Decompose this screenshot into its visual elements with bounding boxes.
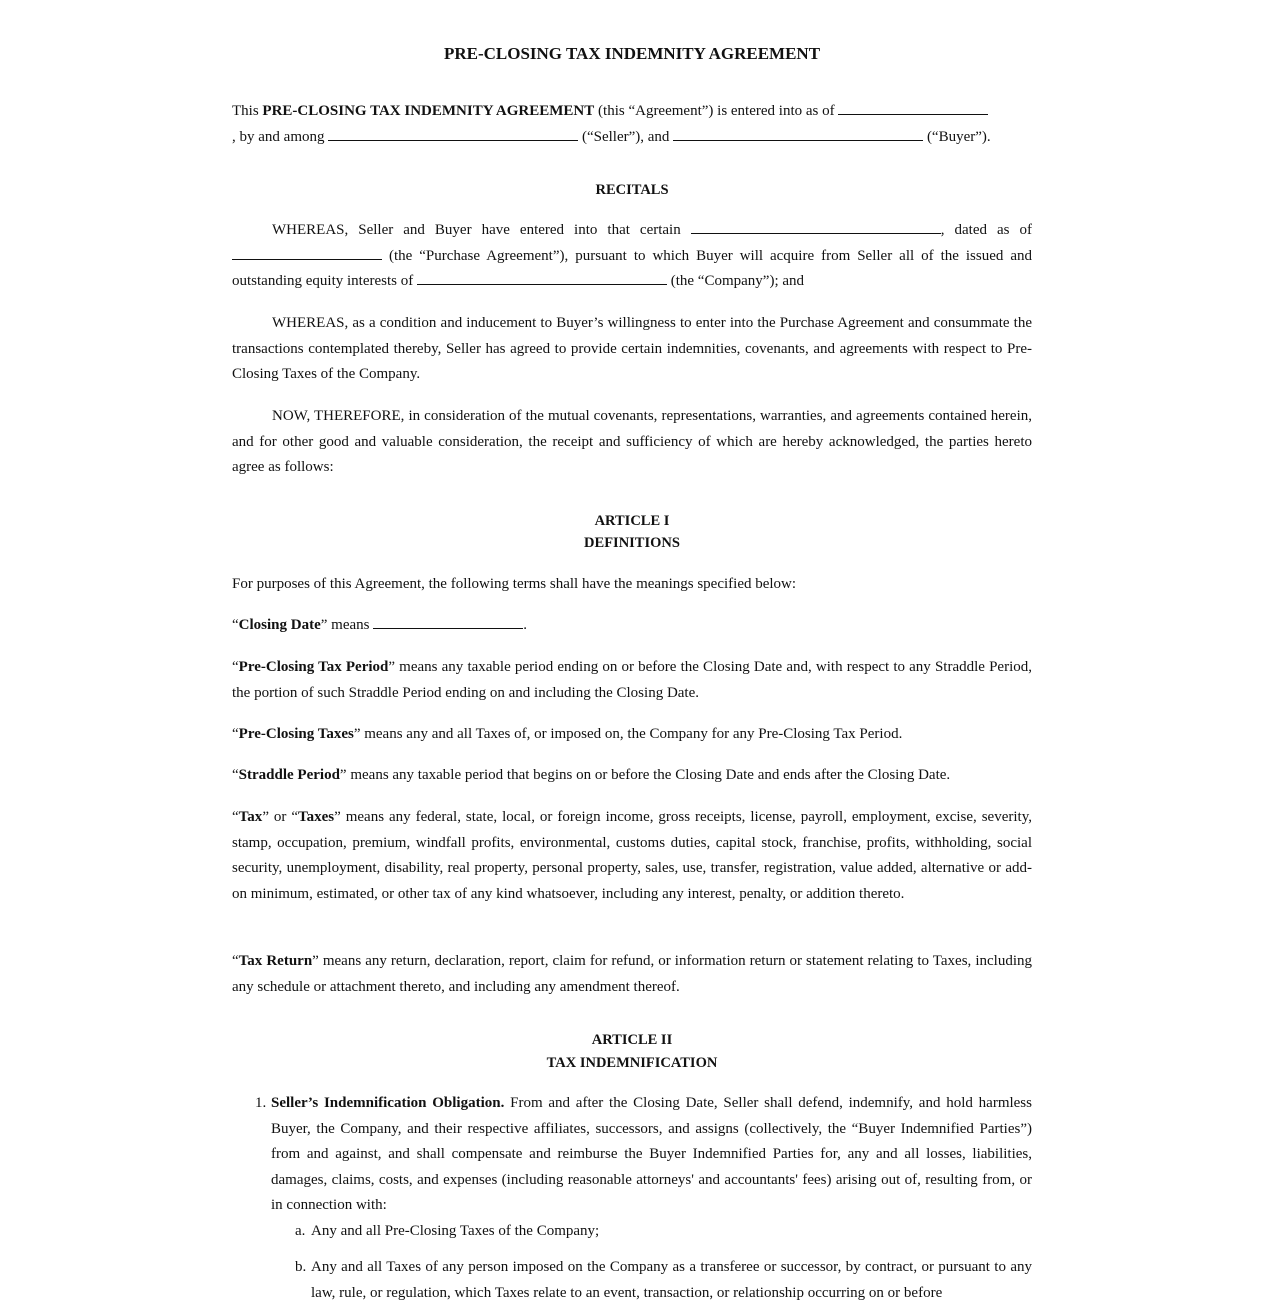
definition-straddle-period: “Straddle Period” means any taxable period that begins on or before the Closing Date and ends after the Closing Date.: [232, 767, 951, 783]
seller-name-blank[interactable]: [328, 125, 578, 141]
purchase-date-blank[interactable]: [232, 244, 382, 260]
definitions-intro: For purposes of this Agreement, the following terms shall have the meanings specified below:: [232, 576, 797, 592]
sub-item-b: b. Any and all Taxes of any person imposed on the Company as a transferee or successor, by contract, or pursuant to any law, rule, or regulation, which Taxes relate to an event, transaction, or relationship occurring on or before: [311, 1255, 1032, 1306]
list-letter: b.: [295, 1259, 307, 1275]
recital-paragraph-1: WHEREAS, Seller and Buyer have entered into that certain , dated as of (the “Purchase Agreement”), pursuant to which Buyer will acquire from Seller all of the issued and outstanding equity interests of (the “Company”); and: [232, 218, 1032, 295]
agreement-title-blank[interactable]: [691, 218, 941, 234]
section-heading: Seller’s Indemnification Obligation.: [271, 1095, 505, 1111]
article-2-number: ARTICLE II: [591, 1032, 673, 1048]
recital-paragraph-2: WHEREAS, as a condition and inducement to Buyer’s willingness to enter into the Purchase Agreement and consummate the transactions contemplated thereby, Seller has agreed to provide certain indemnities, covenants, and agreements with respect to Pre-Closing Taxes of the Company.: [232, 315, 1032, 383]
list-number: 1.: [255, 1095, 267, 1111]
closing-date-blank[interactable]: [373, 613, 523, 629]
definition-closing-date: “Closing Date” means .: [232, 613, 1032, 639]
document-title: PRE-CLOSING TAX INDEMNITY AGREEMENT: [443, 44, 821, 63]
company-name-blank[interactable]: [417, 269, 667, 285]
intro-paragraph: This PRE-CLOSING TAX INDEMNITY AGREEMENT (this “Agreement”) is entered into as of , by and among (“Seller”), and (“Buyer”).: [232, 99, 1032, 150]
agreement-name: PRE-CLOSING TAX INDEMNITY AGREEMENT: [262, 103, 595, 119]
definition-tax: “Tax” or “Taxes” means any federal, state, local, or foreign income, gross receipts, license, payroll, employment, excise, severity, stamp, occupation, premium, windfall profits, environmental, customs duties, capital stock, franchise, profits, withholding, social security, unemployment, disability, real property, personal property, sales, use, transfer, registration, value added, alternative or add-on minimum, estimated, or other tax of any kind whatsoever, including any interest, penalty, or addition thereto.: [232, 809, 1032, 902]
definition-pre-closing-tax-period: “Pre-Closing Tax Period” means any taxable period ending on or before the Closing Date and, with respect to any Straddle Period, the portion of such Straddle Period ending on and including the Closing Date.: [232, 659, 1033, 701]
article-2-name: TAX INDEMNIFICATION: [546, 1055, 718, 1071]
date-blank[interactable]: [838, 99, 988, 115]
sub-item-a: a. Any and all Pre-Closing Taxes of the Company;: [311, 1219, 1032, 1245]
article-1-number: ARTICLE I: [594, 513, 670, 529]
buyer-name-blank[interactable]: [673, 125, 923, 141]
list-letter: a.: [295, 1223, 306, 1239]
section-1-seller-indemnification: 1. Seller’s Indemnification Obligation. From and after the Closing Date, Seller shall defend, indemnify, and hold harmless Buyer, the Company, and their respective affiliates, successors, and assigns (collectively, the “Buyer Indemnified Parties”) from and against, and shall compensate and reimburse the Buyer Indemnified Parties for, any and all losses, liabilities, damages, claims, costs, and expenses (including reasonable attorneys' and accountants' fees) arising out of, resulting from, or in connection with:: [271, 1091, 1032, 1219]
definition-pre-closing-taxes: “Pre-Closing Taxes” means any and all Taxes of, or imposed on, the Company for any Pre-Closing Tax Period.: [232, 726, 903, 742]
definition-tax-return: “Tax Return” means any return, declaration, report, claim for refund, or information return or statement relating to Taxes, including any schedule or attachment thereto, and including any amendment thereof.: [232, 953, 1032, 995]
recitals-heading: RECITALS: [595, 182, 669, 198]
article-1-name: DEFINITIONS: [584, 535, 680, 551]
recital-paragraph-3: NOW, THEREFORE, in consideration of the mutual covenants, representations, warranties, and agreements contained herein, and for other good and valuable consideration, the receipt and sufficiency of which are hereby acknowledged, the parties hereto agree as follows:: [232, 408, 1032, 476]
